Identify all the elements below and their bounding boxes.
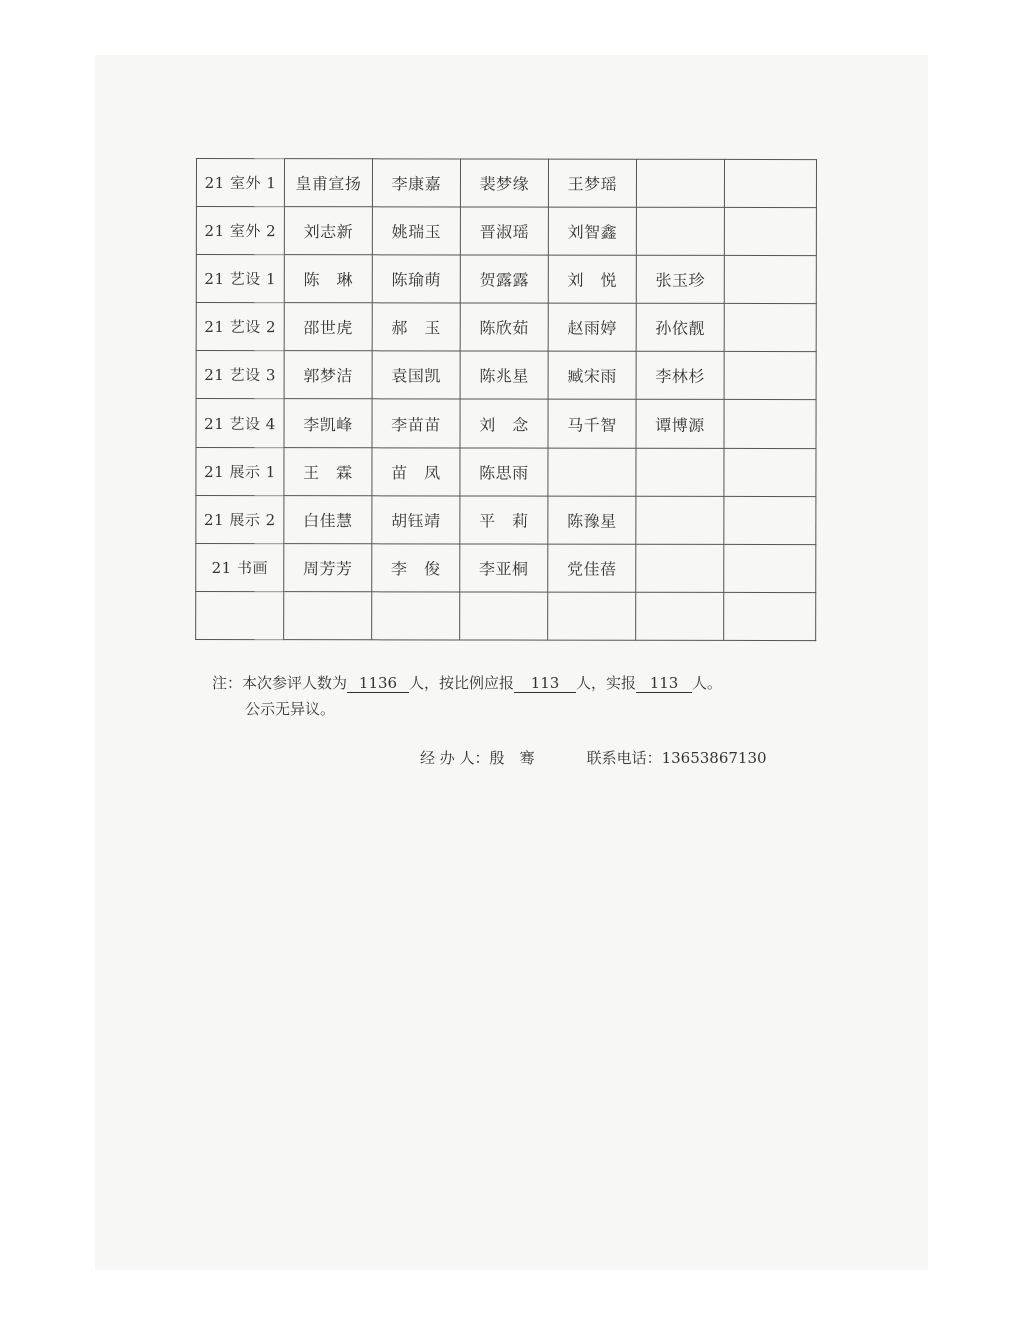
name-cell: 袁国凯 [372, 351, 460, 399]
name-cell: 苗 凤 [372, 447, 460, 495]
name-cell: 王 霖 [284, 447, 372, 495]
name-cell [724, 208, 816, 256]
name-cell: 姚瑞玉 [372, 207, 460, 255]
name-cell [724, 256, 816, 304]
name-cell: 党佳蓓 [548, 544, 636, 592]
name-cell: 胡钰靖 [372, 495, 460, 543]
name-cell: 陈兆星 [460, 351, 548, 399]
name-cell: 刘智鑫 [548, 207, 636, 255]
note-prefix: 注：本次参评人数为 [212, 674, 348, 692]
name-cell [460, 592, 548, 640]
name-cell: 李林杉 [636, 352, 724, 400]
table-row [196, 543, 816, 592]
name-cell: 陈思雨 [460, 448, 548, 496]
name-cell: 平 莉 [460, 496, 548, 544]
class-cell: 21 艺设 3 [196, 351, 284, 399]
name-cell: 谭博源 [636, 400, 724, 448]
roster-table [195, 158, 817, 641]
name-cell: 晋淑瑶 [460, 207, 548, 255]
table-row [196, 495, 816, 544]
name-cell [724, 352, 816, 400]
note-line-2: 公示无异议。 [245, 700, 336, 718]
name-cell: 陈欣茹 [460, 303, 548, 351]
name-cell: 李康嘉 [372, 159, 460, 207]
table-row [196, 591, 816, 640]
name-cell [636, 544, 724, 592]
name-cell: 刘 悦 [548, 255, 636, 303]
handler-name: 殷 骞 [489, 749, 535, 767]
name-cell [636, 496, 724, 544]
name-cell: 马千智 [548, 400, 636, 448]
handler-label: 经 办 人： [420, 749, 490, 767]
class-cell: 21 展示 2 [196, 495, 284, 543]
name-cell: 郭梦洁 [284, 351, 372, 399]
participant-count: 1136 [347, 674, 409, 693]
name-cell: 刘志新 [284, 207, 372, 255]
name-cell: 张玉珍 [636, 255, 724, 303]
name-cell: 李亚桐 [460, 544, 548, 592]
name-cell: 王梦瑶 [548, 159, 636, 207]
phone-label: 联系电话： [586, 749, 662, 767]
class-cell: 21 室外 1 [196, 159, 284, 207]
name-cell: 贺露露 [460, 255, 548, 303]
reported-count: 113 [636, 674, 692, 693]
table-row [196, 447, 816, 496]
name-cell: 陈豫星 [548, 496, 636, 544]
class-cell: 21 室外 2 [196, 207, 284, 255]
note-mid-2: 人，实报 [576, 674, 637, 692]
class-cell [196, 591, 284, 639]
table-row [196, 207, 816, 256]
class-cell: 21 展示 1 [196, 447, 284, 495]
name-cell: 赵雨婷 [548, 303, 636, 351]
name-cell: 孙依靓 [636, 304, 724, 352]
name-cell [636, 159, 724, 207]
name-cell [636, 448, 724, 496]
note-line-1 [212, 670, 722, 696]
name-cell [284, 591, 372, 639]
quota-count: 113 [514, 674, 576, 693]
table-row [196, 255, 816, 304]
note [212, 670, 722, 722]
name-cell: 陈瑜萌 [372, 255, 460, 303]
table-row [196, 303, 816, 352]
class-cell: 21 艺设 1 [196, 255, 284, 303]
name-cell: 皇甫宣扬 [284, 159, 372, 207]
name-cell: 周芳芳 [284, 543, 372, 591]
name-cell [636, 592, 724, 640]
name-cell: 白佳慧 [284, 495, 372, 543]
name-cell [724, 159, 816, 207]
name-cell [724, 448, 816, 496]
name-cell [636, 207, 724, 255]
name-cell: 臧宋雨 [548, 351, 636, 399]
note-suffix: 人。 [692, 674, 723, 692]
signature-line [420, 747, 767, 768]
phone-number: 13653867130 [661, 749, 767, 767]
class-cell: 21 艺设 2 [196, 303, 284, 351]
name-cell: 李凯峰 [284, 399, 372, 447]
name-cell [724, 304, 816, 352]
class-cell: 21 艺设 4 [196, 399, 284, 447]
name-cell: 李苗苗 [372, 399, 460, 447]
name-cell: 刘 念 [460, 399, 548, 447]
class-cell: 21 书画 [196, 543, 284, 591]
name-cell [548, 448, 636, 496]
name-cell: 李 俊 [372, 544, 460, 592]
name-cell: 陈 琳 [284, 255, 372, 303]
note-mid-1: 人，按比例应报 [409, 674, 515, 692]
name-cell [548, 592, 636, 640]
name-cell [724, 592, 816, 640]
name-cell [724, 400, 816, 448]
name-cell [724, 496, 816, 544]
table-row [196, 159, 816, 208]
table-row [196, 399, 816, 448]
table-row [196, 351, 816, 400]
name-cell: 郝 玉 [372, 303, 460, 351]
name-cell: 裴梦缘 [460, 159, 548, 207]
name-cell: 邵世虎 [284, 303, 372, 351]
name-cell [724, 544, 816, 592]
name-cell [372, 592, 460, 640]
